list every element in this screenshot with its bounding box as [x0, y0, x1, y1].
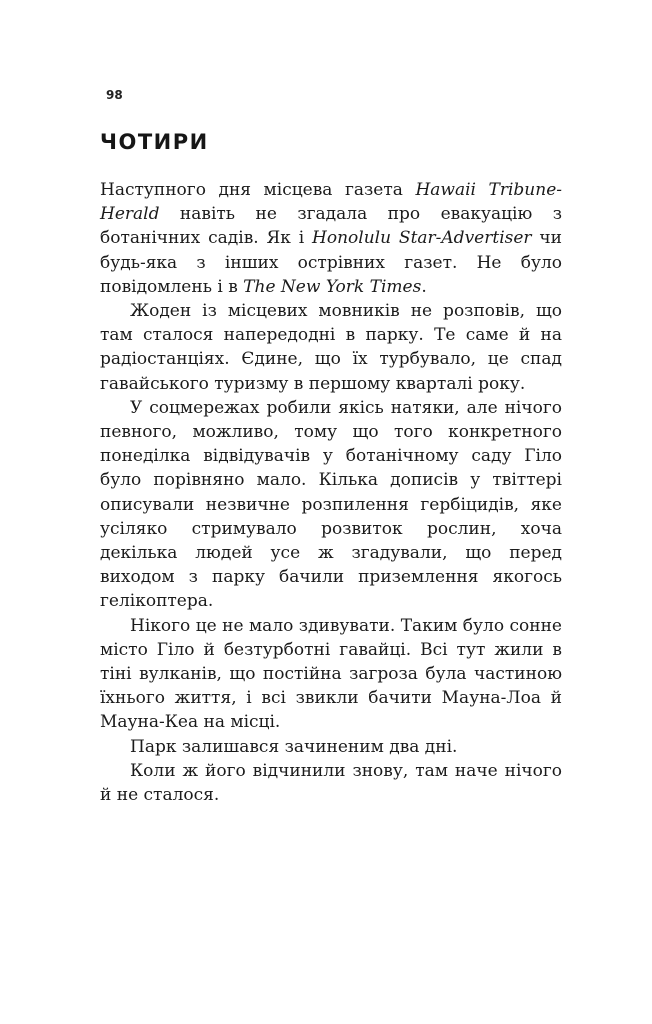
italic-title-run: Hawaii Tribune-Herald [100, 180, 562, 225]
paragraph [100, 614, 562, 735]
chapter-text [100, 178, 562, 807]
paragraph [100, 735, 562, 759]
text-run: Коли ж його відчинили знову, там наче нічого й не сталося. [100, 760, 562, 806]
paragraph [100, 759, 562, 807]
text-run: чи будь-яка з інших острівних газет. Не було повідомлень і в [100, 228, 562, 297]
italic-title-run: The New York Times [243, 276, 422, 297]
text-run: Парк залишався зачиненим два дні. [130, 736, 458, 757]
italic-title-run: Honolulu Star-Advertiser [312, 228, 532, 249]
chapter-title: ЧОТИРИ [100, 130, 209, 154]
paragraph [100, 299, 562, 396]
paragraph [100, 178, 562, 299]
paragraph [100, 396, 562, 614]
text-run: Наступного дня місцева газета [100, 180, 416, 200]
text-run: Нікого це не мало здивувати. Таким було сонне місто Гіло й безтурботні гавайці. Всі тут жили в тіні вулканів, що постійна загроза була частиною їхнього життя, і всі звикли бачити Мауна-Лоа й Мауна-Кеа на місці. [100, 615, 562, 733]
text-run: . [421, 276, 427, 297]
text-run: навіть не згадала про евакуацію з ботанічних садів. Як і [100, 204, 562, 249]
text-run: У соцмережах робили якісь натяки, але нічого певного, можливо, тому що того конкретного понеділка відвідувачів у ботанічному саду Гіло було порівняно мало. Кілька дописів у твіттері описували незвичне розпилення гербіцидів, яке усіляко стримувало розвиток рослин, хоча декілька людей усе ж згадували, що перед виходом з парку бачили приземлення якогось гелікоптера. [100, 397, 562, 612]
text-run: Жоден із місцевих мовників не розповів, що там сталося напередодні в парку. Те саме й на радіостанціях. Єдине, що їх турбувало, це спад гавайського туризму в першому кварталі року. [100, 301, 562, 394]
page-number: 98 [106, 88, 123, 102]
